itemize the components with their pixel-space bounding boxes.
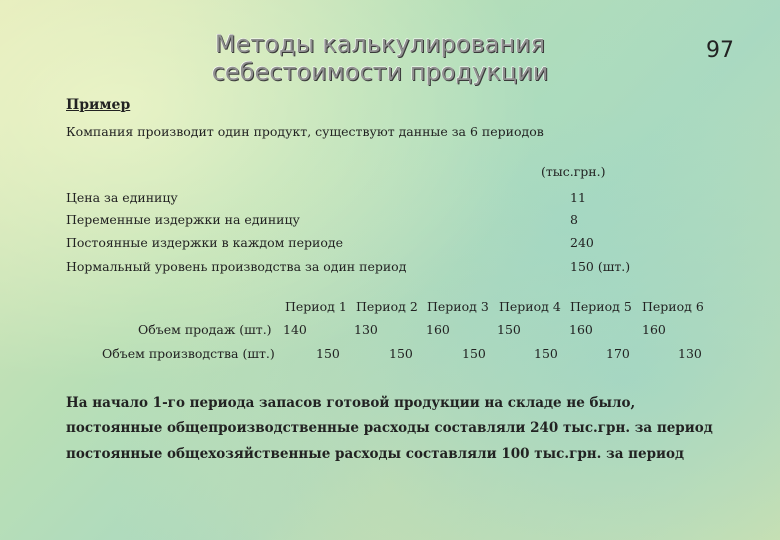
period-header-5: Период 5 xyxy=(570,299,632,314)
sales-volume-period-5: 160 xyxy=(569,322,593,337)
slide-title-line-2: себестоимости продукции xyxy=(211,58,549,86)
sales-volume-period-6: 160 xyxy=(642,322,666,337)
param-value-price: 11 xyxy=(570,190,586,205)
production-volume-period-4: 150 xyxy=(534,346,558,361)
param-value-normal-output: 150 (шт.) xyxy=(570,259,631,274)
sales-volume-period-2: 130 xyxy=(354,322,378,337)
note-line-2: постоянные общепроизводственные расходы составляли 240 тыс.грн. за период xyxy=(66,420,713,436)
param-label-variable-cost: Переменные издержки на единицу xyxy=(66,212,300,227)
period-header-3: Период 3 xyxy=(427,299,489,314)
slide-title xyxy=(160,30,600,86)
param-value-fixed-cost: 240 xyxy=(570,235,594,250)
example-heading: Пример xyxy=(66,97,131,113)
param-label-fixed-cost: Постоянные издержки в каждом периоде xyxy=(66,235,343,250)
production-volume-period-2: 150 xyxy=(389,346,413,361)
unit-note: (тыс.грн.) xyxy=(541,164,606,179)
param-label-normal-output: Нормальный уровень производства за один период xyxy=(66,259,407,274)
period-header-2: Период 2 xyxy=(356,299,418,314)
param-value-variable-cost: 8 xyxy=(570,212,578,227)
note-line-1: На начало 1-го периода запасов готовой продукции на складе не было, xyxy=(66,395,636,411)
period-header-4: Период 4 xyxy=(499,299,561,314)
sales-volume-label: Объем продаж (шт.) xyxy=(138,322,272,337)
example-intro: Компания производит один продукт, существуют данные за 6 периодов xyxy=(66,124,544,139)
production-volume-period-5: 170 xyxy=(606,346,630,361)
period-header-6: Период 6 xyxy=(642,299,704,314)
production-volume-label: Объем производства (шт.) xyxy=(102,346,275,361)
param-label-price: Цена за единицу xyxy=(66,190,178,205)
slide-title-line-1: Методы калькулирования xyxy=(214,30,546,58)
sales-volume-period-3: 160 xyxy=(426,322,450,337)
page-number: 97 xyxy=(706,38,734,63)
note-line-3: постоянные общехозяйственные расходы составляли 100 тыс.грн. за период xyxy=(66,446,685,462)
period-header-1: Период 1 xyxy=(285,299,347,314)
sales-volume-period-4: 150 xyxy=(497,322,521,337)
production-volume-period-1: 150 xyxy=(316,346,340,361)
production-volume-period-3: 150 xyxy=(462,346,486,361)
production-volume-period-6: 130 xyxy=(678,346,702,361)
sales-volume-period-1: 140 xyxy=(283,322,307,337)
